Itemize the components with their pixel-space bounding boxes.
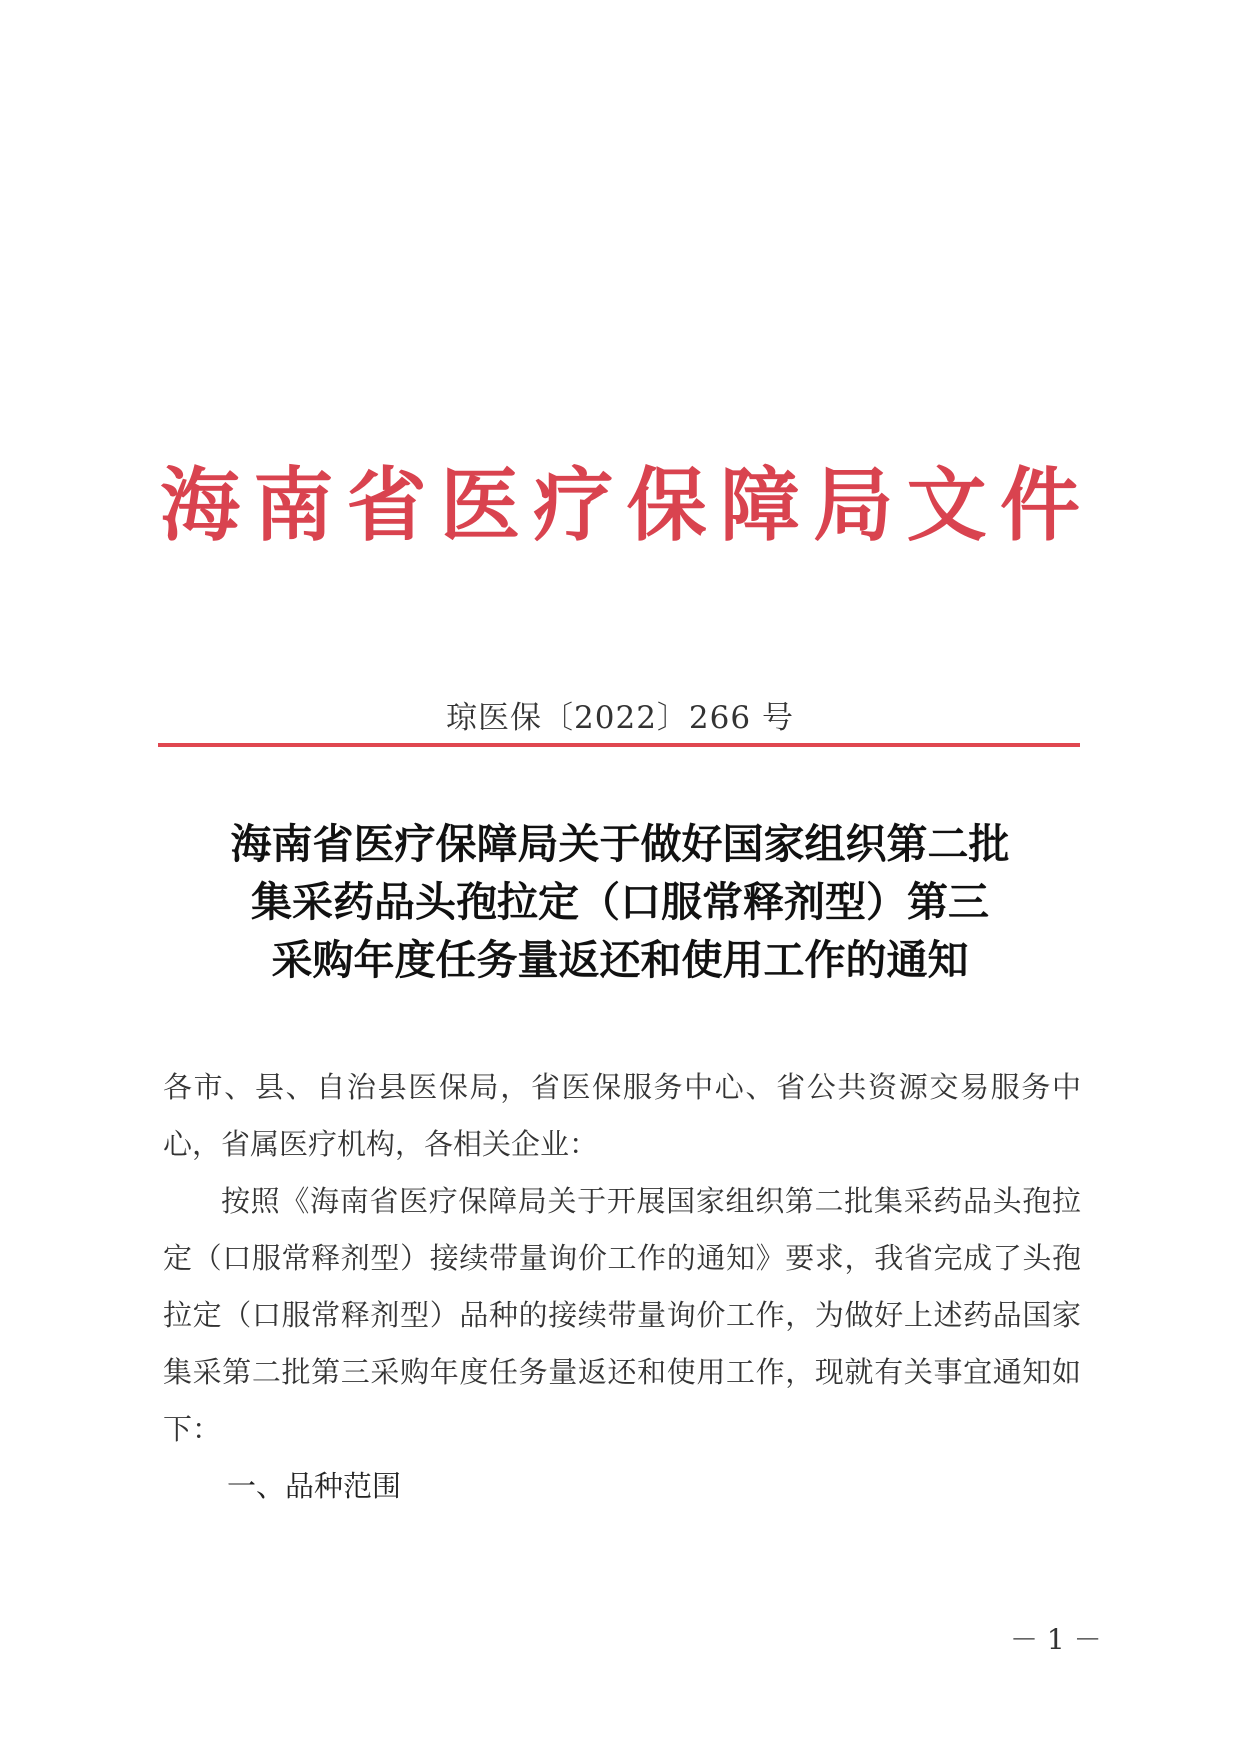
document-title <box>140 815 1100 989</box>
red-divider-line <box>158 743 1080 747</box>
page-number: － 1 － <box>1010 1623 1102 1656</box>
title-line: 集采药品头孢拉定（口服常释剂型）第三 <box>251 878 989 926</box>
salutation: 各市、县、自治县医保局，省医保服务中心、省公共资源交易服务中心，省属医疗机构，各相关企业： <box>163 1070 1081 1161</box>
document-number: 琼医保〔2022〕266 号 <box>446 700 794 736</box>
title-line: 采购年度任务量返还和使用工作的通知 <box>271 936 969 984</box>
masthead-char: 疗 <box>533 458 614 552</box>
masthead-char: 海 <box>160 458 240 552</box>
section-heading: 一、品种范围 <box>227 1469 402 1503</box>
masthead-char: 保 <box>626 458 707 552</box>
body-paragraph: 按照《海南省医疗保障局关于开展国家组织第二批集采药品头孢拉定（口服常释剂型）接续带量询价工作的通知》要求，我省完成了头孢拉定（口服常释剂型）品种的接续带量询价工作，为做好上述药品国家集采第二批第三采购年度任务量返还和使用工作，现就有关事宜通知如下： <box>163 1184 1081 1446</box>
masthead-char: 南 <box>253 458 334 552</box>
masthead-char: 文 <box>906 458 987 552</box>
masthead-char: 医 <box>439 458 520 552</box>
masthead-char: 件 <box>999 458 1080 552</box>
title-line: 海南省医疗保障局关于做好国家组织第二批 <box>230 820 1010 868</box>
document-masthead <box>160 455 1080 555</box>
masthead-char: 障 <box>719 458 800 552</box>
document-body <box>163 1059 1081 1515</box>
masthead-char: 省 <box>346 458 427 552</box>
masthead-char: 局 <box>813 458 894 552</box>
